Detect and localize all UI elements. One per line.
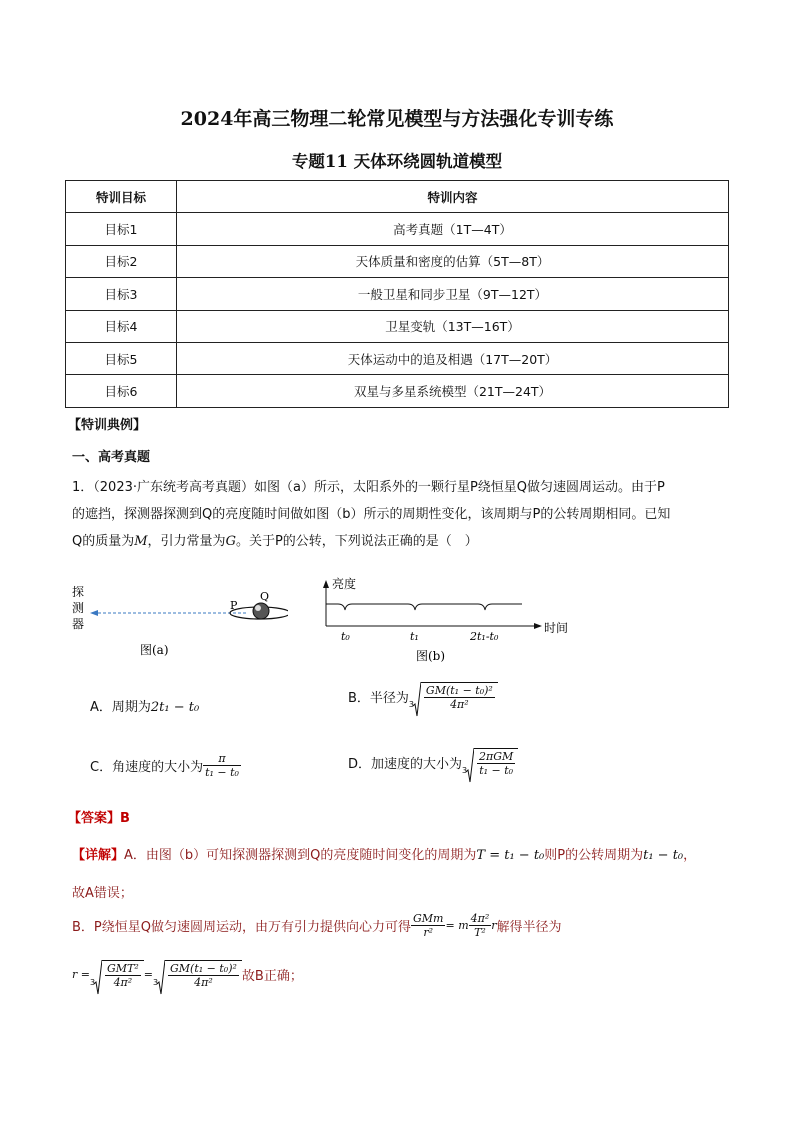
question-fragment: Q的质量为 bbox=[72, 534, 135, 549]
answer-label: 【答案】B bbox=[68, 811, 130, 826]
tick-label: t₁ bbox=[410, 630, 419, 643]
figure-b bbox=[316, 574, 586, 666]
math-expr: T = t₁ − t₀ bbox=[476, 848, 545, 863]
y-axis-arrow-icon bbox=[323, 580, 329, 588]
explanation-line-c bbox=[72, 960, 303, 989]
table-row bbox=[66, 278, 729, 310]
table-cell: 卫星变轨（13T—16T） bbox=[177, 310, 729, 342]
table-cell: 目标6 bbox=[66, 375, 177, 407]
table-row bbox=[66, 310, 729, 342]
explanation-text: ， bbox=[683, 848, 697, 863]
fraction-denominator: r² bbox=[423, 926, 434, 939]
explanation-line-a bbox=[72, 844, 736, 863]
planet-p-label: P bbox=[230, 599, 238, 612]
figure-a bbox=[68, 582, 288, 662]
detector-label-char: 器 bbox=[72, 617, 85, 631]
math-expr: = bbox=[143, 968, 153, 981]
fraction-numerator: GMm bbox=[413, 912, 444, 925]
table-cell: 目标2 bbox=[66, 245, 177, 277]
math-expr: = m bbox=[445, 919, 469, 932]
y-axis-label: 亮度 bbox=[332, 577, 357, 591]
goals-table bbox=[65, 180, 729, 408]
fraction-denominator: 4π² bbox=[113, 976, 133, 989]
table-row bbox=[66, 245, 729, 277]
option-c-label: C．角速度的大小为 bbox=[90, 760, 204, 775]
cube-root bbox=[153, 960, 242, 989]
radical-icon bbox=[157, 960, 165, 996]
symbol-g: G bbox=[225, 534, 236, 549]
option-b-label: B．半径为 bbox=[348, 691, 409, 706]
arrowhead-icon bbox=[90, 610, 98, 616]
explanation-text: 则P的公转周期为 bbox=[544, 848, 644, 863]
fraction-denominator: t₁ − t₀ bbox=[479, 764, 514, 777]
table-cell: 目标1 bbox=[66, 213, 177, 245]
detector-label-char: 探 bbox=[72, 585, 85, 599]
section-title: 一、高考真题 bbox=[72, 450, 151, 465]
fraction-numerator: 4π² bbox=[470, 912, 490, 925]
question-text bbox=[72, 474, 732, 555]
tick-label: t₀ bbox=[341, 630, 350, 643]
table-header-cell: 特训内容 bbox=[177, 181, 729, 213]
root-index: 3 bbox=[408, 700, 415, 709]
table-header-cell: 特训目标 bbox=[66, 181, 177, 213]
page-title: 2024年高三物理二轮常见模型与方法强化专训专练 bbox=[180, 108, 614, 130]
star-q-label: Q bbox=[260, 590, 270, 603]
brightness-curve bbox=[326, 604, 522, 610]
root-index: 3 bbox=[89, 978, 96, 987]
radical-icon bbox=[413, 682, 421, 718]
figure-a-caption: 图(a) bbox=[140, 643, 169, 657]
figure-b-caption: 图(b) bbox=[416, 649, 446, 663]
cube-root bbox=[462, 748, 518, 777]
explanation-label: 【详解】 bbox=[72, 848, 125, 863]
option-d[interactable] bbox=[348, 748, 518, 777]
math-expr: t₁ − t₀ bbox=[643, 848, 684, 863]
option-b[interactable] bbox=[348, 682, 498, 711]
table-cell: 高考真题（1T—4T） bbox=[177, 213, 729, 245]
math-expr: r = bbox=[72, 968, 90, 981]
question-fragment: 。关于P的公转，下列说法正确的是（ ） bbox=[235, 534, 478, 549]
fraction-numerator: π bbox=[203, 752, 241, 766]
table-cell: 天体运动中的追及相遇（17T—20T） bbox=[177, 342, 729, 374]
tick-label: 2t₁-t₀ bbox=[470, 630, 499, 643]
x-axis-label: 时间 bbox=[544, 621, 569, 635]
symbol-m: M bbox=[134, 534, 148, 549]
table-row bbox=[66, 213, 729, 245]
explanation-text: B．P绕恒星Q做匀速圆周运动，由万有引力提供向心力可得 bbox=[72, 920, 411, 935]
math-expr: r bbox=[491, 919, 497, 932]
option-a[interactable] bbox=[90, 696, 199, 715]
question-line bbox=[72, 528, 732, 555]
cube-root bbox=[409, 682, 498, 711]
fraction-numerator: GM(t₁ − t₀)² bbox=[425, 684, 493, 697]
radical-icon bbox=[466, 748, 474, 784]
table-cell: 双星与多星系统模型（21T—24T） bbox=[177, 375, 729, 407]
table-row bbox=[66, 375, 729, 407]
star-highlight bbox=[255, 605, 261, 611]
fraction-numerator: GMT² bbox=[106, 962, 139, 975]
cube-root bbox=[90, 960, 144, 989]
page-subtitle: 专题11 天体环绕圆轨道模型 bbox=[291, 152, 503, 171]
table-cell: 一般卫星和同步卫星（9T—12T） bbox=[177, 278, 729, 310]
x-axis-arrow-icon bbox=[534, 623, 542, 629]
explanation-text: 解得半径为 bbox=[496, 920, 562, 935]
root-index: 3 bbox=[462, 766, 468, 775]
table-cell: 目标3 bbox=[66, 278, 177, 310]
option-a-label: A．周期为 bbox=[90, 700, 151, 715]
table-cell: 天体质量和密度的估算（5T—8T） bbox=[177, 245, 729, 277]
option-a-expr: 2t₁ − t₀ bbox=[150, 700, 200, 715]
question-line: 1．（2023·广东统考高考真题）如图（a）所示，太阳系外的一颗行星P绕恒星Q做匀速圆周运动。由于P bbox=[72, 480, 665, 495]
fraction-numerator: GM(t₁ − t₀)² bbox=[170, 962, 237, 975]
table-header-row bbox=[66, 181, 729, 213]
option-c[interactable] bbox=[90, 752, 241, 779]
explanation-line-b bbox=[72, 912, 736, 939]
fraction-denominator: 4π² bbox=[194, 976, 213, 989]
root-index: 3 bbox=[153, 978, 159, 987]
section-header: 【特训典例】 bbox=[68, 418, 147, 433]
explanation-text: 故B正确； bbox=[241, 969, 303, 984]
detector-label-char: 测 bbox=[72, 601, 85, 615]
question-fragment: ，引力常量为 bbox=[147, 534, 226, 549]
table-cell: 目标5 bbox=[66, 342, 177, 374]
explanation-line-a2: 故A错误； bbox=[72, 886, 133, 901]
star-q bbox=[253, 603, 269, 619]
table-row bbox=[66, 342, 729, 374]
fraction-numerator: 2πGM bbox=[479, 750, 514, 763]
table-cell: 目标4 bbox=[66, 310, 177, 342]
question-line: 的遮挡，探测器探测到Q的亮度随时间做如图（b）所示的周期性变化，该周期与P的公转周期相同。已知 bbox=[72, 507, 671, 522]
fraction-denominator: T² bbox=[474, 926, 486, 939]
explanation-text: A．由图（b）可知探测器探测到Q的亮度随时间变化的周期为 bbox=[124, 848, 477, 863]
radical-icon bbox=[94, 960, 102, 996]
option-d-label: D．加速度的大小为 bbox=[348, 757, 463, 772]
fraction-denominator: t₁ − t₀ bbox=[205, 766, 239, 779]
fraction-denominator: 4π² bbox=[450, 698, 469, 711]
